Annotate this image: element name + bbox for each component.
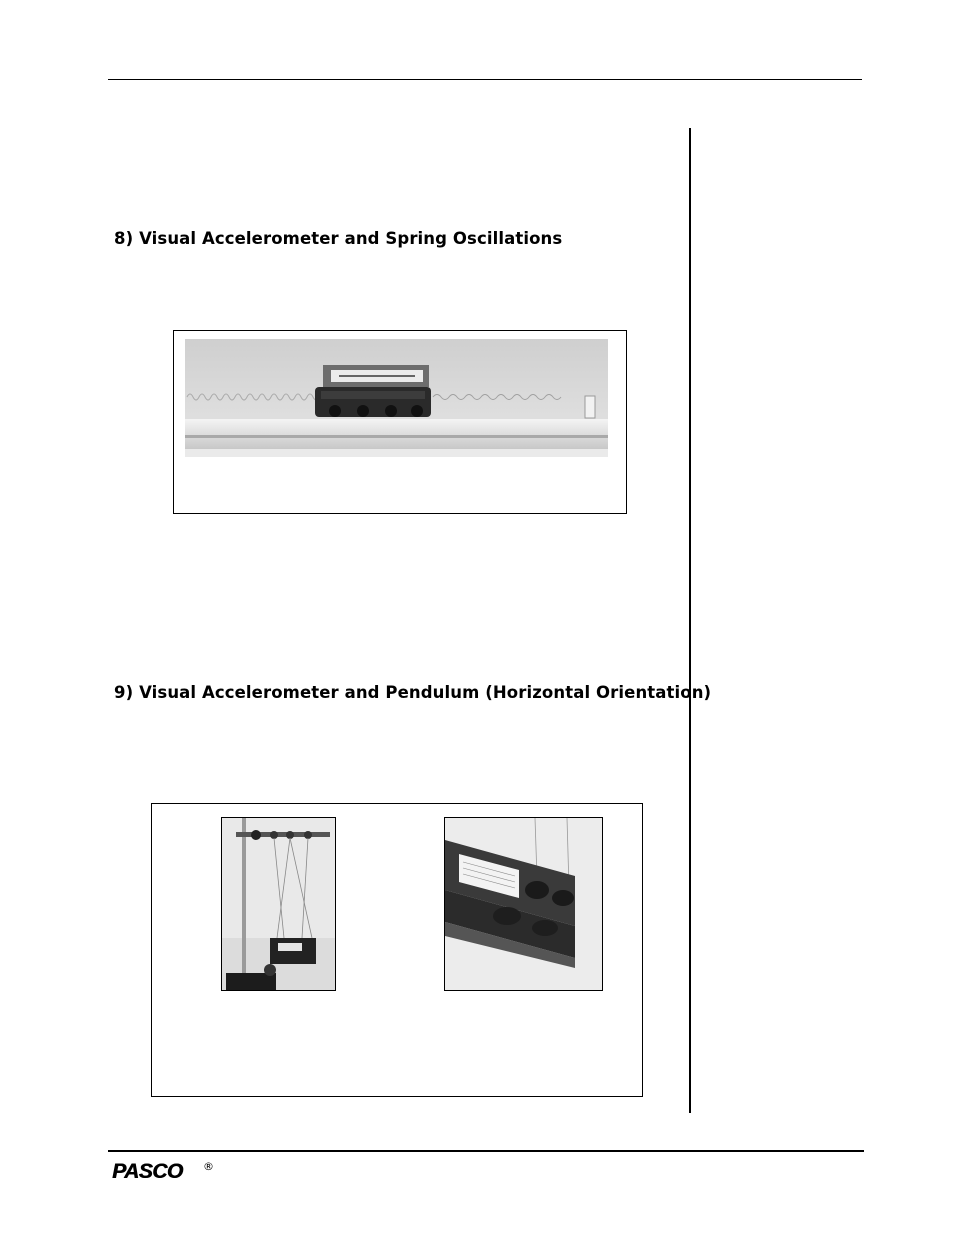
pasco-logo: PASCO	[112, 1160, 183, 1183]
footer-rule	[108, 1150, 864, 1152]
section-8-heading: 8) Visual Accelerometer and Spring Oscillations	[114, 229, 563, 248]
section-9-heading: 9) Visual Accelerometer and Pendulum (Horizontal Orientation)	[114, 683, 712, 702]
photo-accelerometer-closeup	[444, 817, 603, 991]
header-rule	[108, 79, 862, 80]
photo-cart-on-track	[185, 339, 608, 457]
photo-pendulum-stand	[221, 817, 336, 991]
registered-mark: ®	[203, 1160, 214, 1173]
margin-divider	[689, 128, 691, 1113]
